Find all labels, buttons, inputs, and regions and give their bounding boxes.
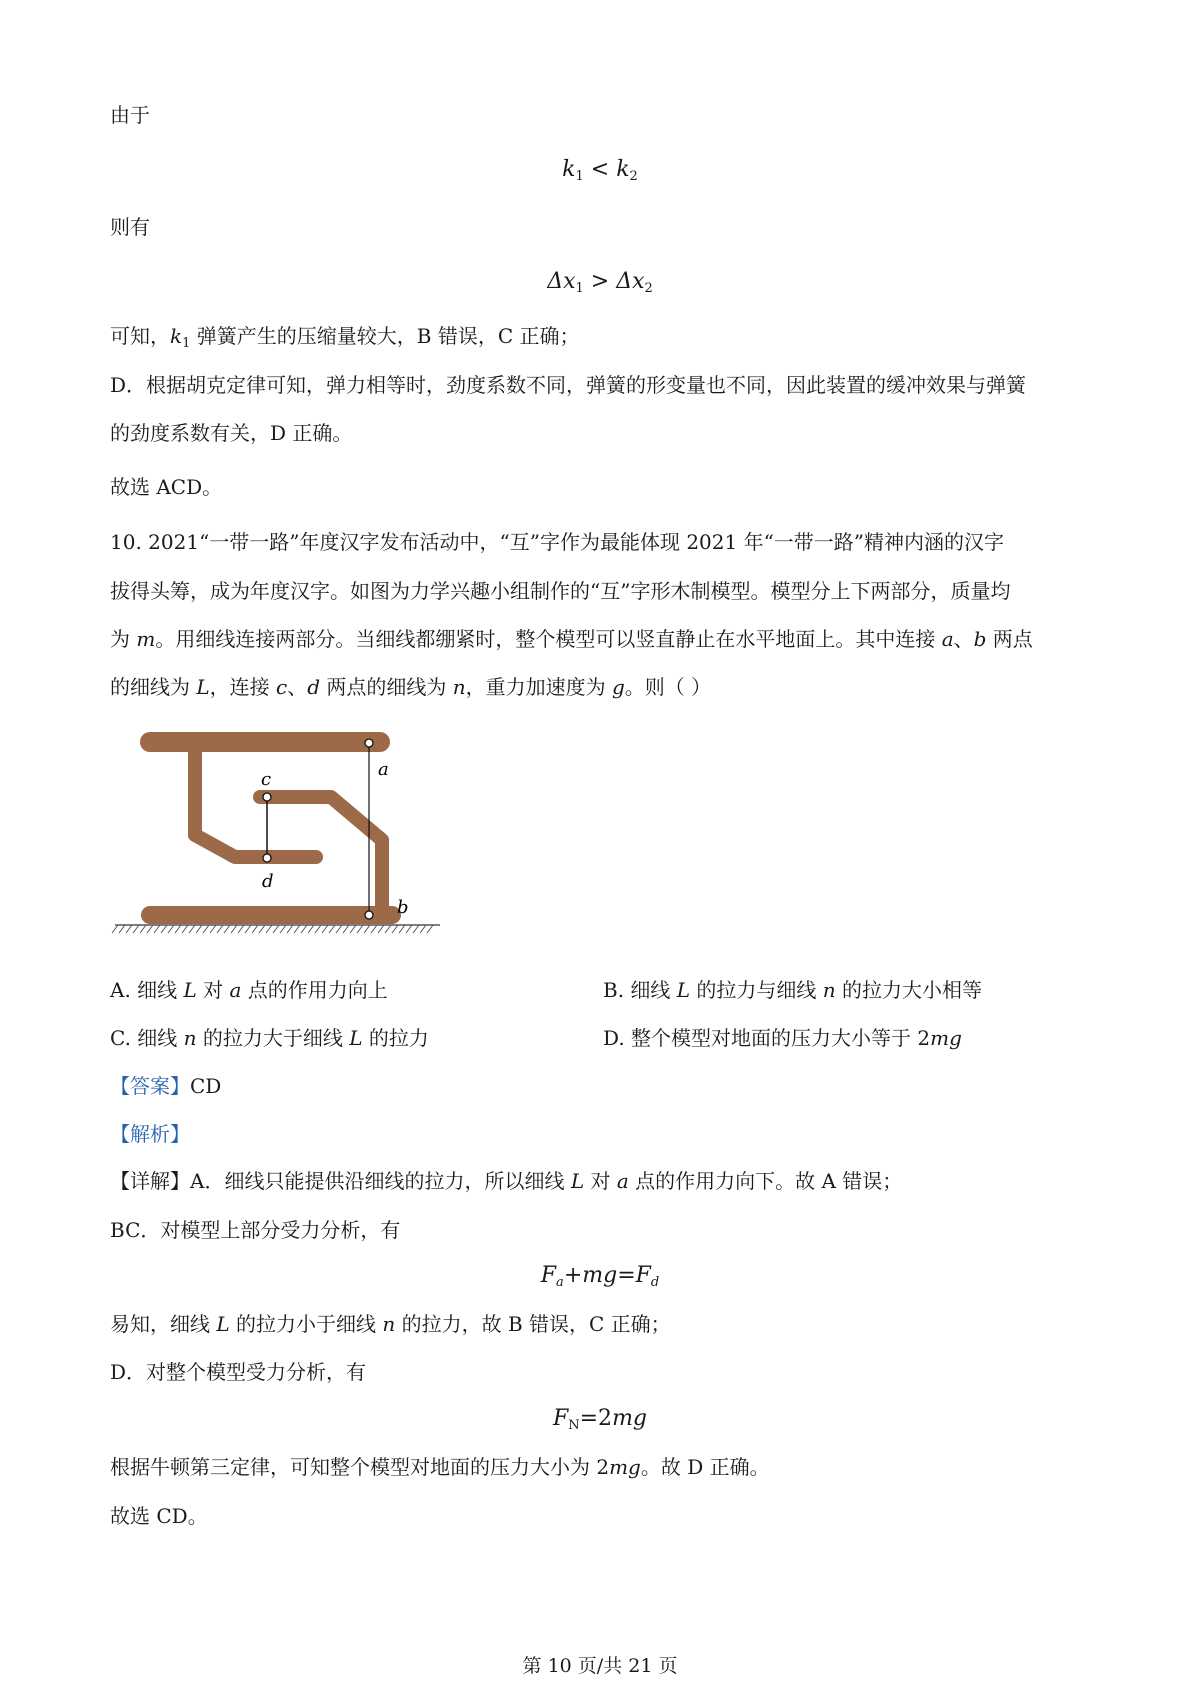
hatch-line [336,925,342,933]
hatch-line [427,925,433,933]
hatch-line [329,925,335,933]
equation-k: $k_1 < k_2$ [562,157,638,184]
label-a: a [378,759,389,780]
question-10-line: 拔得头筹，成为年度汉字。如图为力学兴趣小组制作的“互”字形木制模型。模型分上下两部分，质量均 [110,579,1011,603]
text-line: 根据牛顿第三定律，可知整个模型对地面的压力大小为 2mg。故 D 正确。 [110,1455,770,1479]
hatch-line [147,925,153,933]
detail-line: 【详解】A．细线只能提供沿细线的拉力，所以细线 L 对 a 点的作用力向下。故 A 错误； [110,1169,903,1193]
point-c [263,793,271,801]
hatch-line [399,925,405,933]
hatch-line [196,925,202,933]
hatch-line [301,925,307,933]
hatch-line [266,925,272,933]
hatch-line [259,925,265,933]
hatch-line [385,925,391,933]
text-line: 可知，$k_1$ 弹簧产生的压缩量较大，B 错误，C 正确； [110,324,580,351]
text-line: BC．对模型上部分受力分析，有 [110,1218,401,1242]
text-line: D．根据胡克定律可知，弹力相等时，劲度系数不同，弹簧的形变量也不同，因此装置的缓冲效果与弹簧 [110,373,1027,397]
hatch-line [364,925,370,933]
hatch-line [378,925,384,933]
text-line: 故选 CD。 [110,1504,208,1528]
equation-normal: $F_N=2mg$ [552,1406,648,1433]
hatch-line [315,925,321,933]
option-c: C. 细线 n 的拉力大于细线 L 的拉力 [110,1026,429,1050]
question-10-line: 10. 2021“一带一路”年度汉字发布活动中，“互”字作为最能体现 2021 年“一带一路”精神内涵的汉字 [110,530,1005,554]
hatch-line [217,925,223,933]
model-figure [110,725,450,945]
text-line: 故选 ACD。 [110,475,223,499]
hatch-line [210,925,216,933]
hatch-line [203,925,209,933]
hatch-line [245,925,251,933]
hatch-line [182,925,188,933]
hatch-line [350,925,356,933]
equation-forces: $F_a+mg=F_d$ [540,1263,660,1290]
hatch-line [189,925,195,933]
equation-dx: $\Delta x_1 > \Delta x_2$ [547,269,653,296]
hatch-line [308,925,314,933]
hatch-line [238,925,244,933]
text-line: 由于 [110,103,150,127]
hatch-line [112,925,118,933]
hatch-line [392,925,398,933]
text-line: 易知，细线 L 的拉力小于细线 n 的拉力，故 B 错误，C 正确； [110,1312,671,1336]
hatch-line [413,925,419,933]
hatch-line [406,925,412,933]
text-line: 的劲度系数有关，D 正确。 [110,421,353,445]
hatch-line [287,925,293,933]
hatch-line [140,925,146,933]
point-a [365,739,373,747]
hatch-line [322,925,328,933]
hatch-line [420,925,426,933]
hatch-line [280,925,286,933]
hatch-line [168,925,174,933]
answer-line: 【答案】CD [110,1074,222,1098]
hatch-line [119,925,125,933]
label-b: b [397,897,409,918]
question-10-line: 为 m。用细线连接两部分。当细线都绷紧时，整个模型可以竖直静止在水平地面上。其中连接 a、b 两点 [110,627,1033,651]
label-d: d [262,871,274,892]
analysis-tag: 【解析】 [110,1122,190,1146]
hatch-line [224,925,230,933]
option-d: D. 整个模型对地面的压力大小等于 2mg [603,1026,962,1050]
question-10-line: 的细线为 L，连接 c、d 两点的细线为 n，重力加速度为 g。则（ ） [110,675,712,699]
hatch-line [133,925,139,933]
option-b: B. 细线 L 的拉力与细线 n 的拉力大小相等 [603,978,983,1002]
label-c: c [261,769,272,790]
hatch-line [154,925,160,933]
text-line: D．对整个模型受力分析，有 [110,1360,367,1384]
hatch-line [231,925,237,933]
hatch-line [294,925,300,933]
point-d [263,854,271,862]
point-b [365,911,373,919]
hatch-line [175,925,181,933]
hatch-line [273,925,279,933]
hatch-line [343,925,349,933]
hatch-line [126,925,132,933]
option-a: A. 细线 L 对 a 点的作用力向上 [110,978,388,1002]
page-footer: 第 10 页/共 21 页 [522,1655,678,1677]
hatch-line [161,925,167,933]
hatch-line [252,925,258,933]
text-line: 则有 [110,215,150,239]
hatch-line [371,925,377,933]
hatch-line [357,925,363,933]
